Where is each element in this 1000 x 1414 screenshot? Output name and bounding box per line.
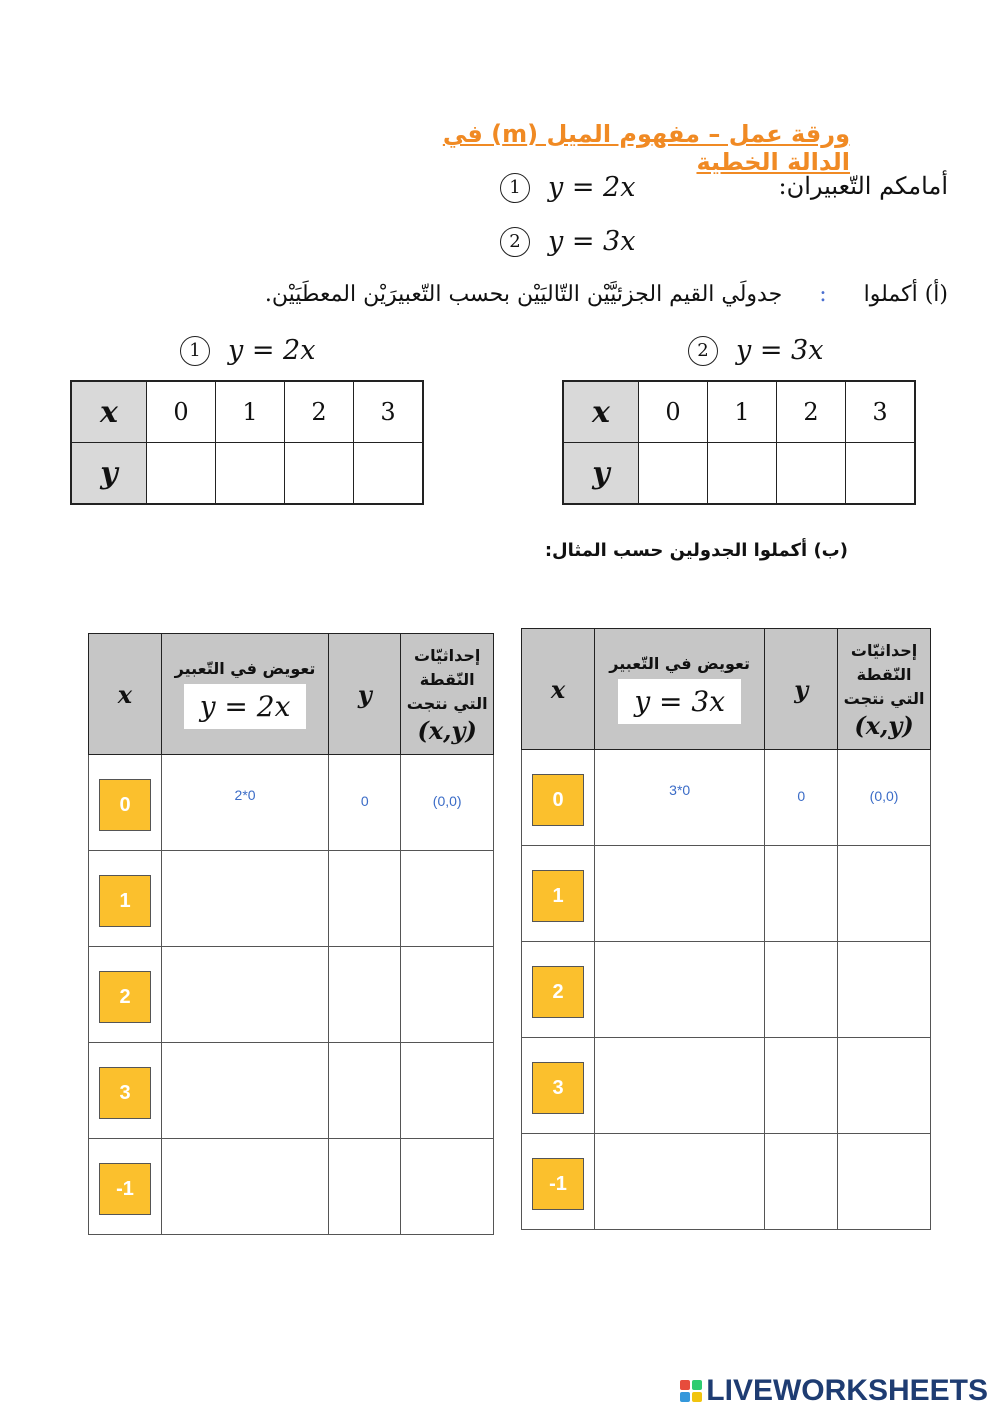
table-header-row (522, 629, 931, 750)
col-substitution-header (161, 634, 328, 755)
y-cell[interactable] (765, 942, 838, 1038)
table-row (522, 846, 931, 942)
caption-expression: y = 3x (736, 335, 824, 366)
part-a-instruction (265, 282, 948, 307)
point-cell[interactable] (401, 1043, 494, 1139)
logo-square (680, 1380, 690, 1390)
logo-square (692, 1380, 702, 1390)
col-y-header: y (329, 634, 401, 755)
point-cell[interactable] (401, 851, 494, 947)
point-cell[interactable] (838, 1038, 931, 1134)
expression-1 (500, 172, 635, 203)
point-cell[interactable] (838, 846, 931, 942)
col-x-header: x (522, 629, 595, 750)
y-cell[interactable] (329, 947, 401, 1043)
caption-expression: y = 2x (228, 335, 316, 366)
y-answer-cell[interactable] (354, 443, 424, 505)
table-row (71, 443, 423, 505)
coordinates-label: إحداثيّات النّقطة التي نتجت (406, 645, 488, 713)
x-value: 2 (285, 381, 354, 443)
y-header: y (563, 443, 639, 505)
substitution-table-left (88, 633, 494, 1235)
y-cell[interactable] (765, 1134, 838, 1230)
substitution-cell[interactable] (594, 846, 764, 942)
intro-label: أمامكم التّعبيران: (778, 172, 948, 200)
table-header-row (89, 634, 494, 755)
circled-number: 2 (688, 336, 718, 366)
table-row (522, 750, 931, 846)
substitution-cell[interactable] (161, 1043, 328, 1139)
y-answer-cell[interactable] (216, 443, 285, 505)
col-y-header: y (765, 629, 838, 750)
substitution-cell[interactable] (161, 851, 328, 947)
x-cell (89, 1139, 162, 1235)
point-cell[interactable] (838, 1134, 931, 1230)
table-row (71, 381, 423, 443)
point-cell[interactable] (838, 750, 931, 846)
x-cell (522, 1134, 595, 1230)
x-cell (522, 1038, 595, 1134)
table-row (89, 947, 494, 1043)
part-a-marker: (أ) (924, 282, 948, 307)
y-cell[interactable] (765, 846, 838, 942)
x-value-chip: 3 (99, 1067, 151, 1119)
x-cell (89, 947, 162, 1043)
substitution-cell[interactable] (594, 1038, 764, 1134)
table-row (89, 1043, 494, 1139)
part-a-text-end: جدولَي القيم الجزئيَّيْن التّاليَيْن بحسب التّعبيرَيْن المعطَيَيْن. (264, 282, 783, 307)
x-value-chip: 1 (532, 870, 584, 922)
y-answer-cell[interactable] (708, 443, 777, 505)
substitution-cell[interactable] (594, 942, 764, 1038)
x-value: 3 (846, 381, 916, 443)
table-row (89, 1139, 494, 1235)
point-cell-value: (0,0) (869, 788, 899, 804)
point-cell[interactable] (401, 755, 494, 851)
col-coordinates-header (401, 634, 494, 755)
y-answer-cell[interactable] (846, 443, 916, 505)
table-row (522, 942, 931, 1038)
x-header: x (71, 381, 147, 443)
y-answer-cell[interactable] (777, 443, 846, 505)
col-x-header: x (89, 634, 162, 755)
x-value-chip: 2 (99, 971, 151, 1023)
answer-blank[interactable]: : (819, 282, 827, 307)
x-value-chip: -1 (532, 1158, 584, 1210)
point-cell-value: (0,0) (432, 793, 462, 809)
small-table-right-caption (688, 335, 823, 366)
substitution-cell-value: 2*0 (234, 787, 256, 803)
circled-number: 2 (500, 227, 530, 257)
logo-square (692, 1392, 702, 1402)
y-answer-cell[interactable] (639, 443, 708, 505)
table-row (89, 755, 494, 851)
logo-text: LIVEWORKSHEETS (706, 1374, 988, 1407)
table-row (89, 851, 494, 947)
x-header: x (563, 381, 639, 443)
x-value-chip: 0 (99, 779, 151, 831)
substitution-label: تعويض في التّعبير (174, 659, 316, 678)
y-cell[interactable] (329, 755, 401, 851)
x-cell (89, 755, 162, 851)
logo-icon (680, 1380, 702, 1402)
point-cell[interactable] (401, 947, 494, 1043)
x-value: 1 (708, 381, 777, 443)
liveworksheets-logo (680, 1374, 988, 1408)
small-table-left-caption (180, 335, 315, 366)
expression-text: y = 3x (548, 226, 636, 257)
x-value: 0 (147, 381, 216, 443)
expression-2 (500, 226, 635, 257)
table-row (522, 1038, 931, 1134)
y-cell-value: 0 (360, 793, 369, 809)
table-row (522, 1134, 931, 1230)
values-table-left (70, 380, 424, 505)
x-value-chip: 1 (99, 875, 151, 927)
point-cell[interactable] (838, 942, 931, 1038)
coordinates-label: إحداثيّات النّقطة التي نتجت (843, 640, 925, 708)
x-value-chip: -1 (99, 1163, 151, 1215)
x-value-chip: 2 (532, 966, 584, 1018)
circled-number: 1 (180, 336, 210, 366)
substitution-label: تعويض في التّعبير (609, 654, 751, 673)
x-value: 0 (639, 381, 708, 443)
substitution-cell[interactable] (594, 1134, 764, 1230)
table-row (563, 381, 915, 443)
y-cell-value: 0 (797, 788, 806, 804)
values-table-right (562, 380, 916, 505)
y-header: y (71, 443, 147, 505)
y-cell[interactable] (765, 750, 838, 846)
substitution-cell-value: 3*0 (669, 782, 691, 798)
x-cell (89, 851, 162, 947)
x-value-chip: 3 (532, 1062, 584, 1114)
y-cell[interactable] (329, 851, 401, 947)
y-cell[interactable] (765, 1038, 838, 1134)
substitution-cell[interactable] (161, 755, 328, 851)
y-cell[interactable] (329, 1139, 401, 1235)
x-value: 3 (354, 381, 424, 443)
circled-number: 1 (500, 173, 530, 203)
substitution-cell[interactable] (594, 750, 764, 846)
col-substitution-header (594, 629, 764, 750)
point-cell[interactable] (401, 1139, 494, 1235)
y-cell[interactable] (329, 1043, 401, 1139)
y-answer-cell[interactable] (285, 443, 354, 505)
x-cell (522, 942, 595, 1038)
x-value: 2 (777, 381, 846, 443)
x-cell (522, 846, 595, 942)
substitution-table-right (521, 628, 931, 1230)
part-b-instruction: (ب) أكملوا الجدولين حسب المثال: (544, 540, 848, 561)
expression-text: y = 2x (548, 172, 636, 203)
substitution-cell[interactable] (161, 1139, 328, 1235)
x-value-chip: 0 (532, 774, 584, 826)
x-cell (89, 1043, 162, 1139)
coordinates-pair: (x,y) (417, 715, 477, 745)
logo-square (680, 1392, 690, 1402)
x-cell (522, 750, 595, 846)
substitution-expression: y = 3x (618, 679, 741, 724)
y-answer-cell[interactable] (147, 443, 216, 505)
coordinates-pair: (x,y) (854, 710, 914, 740)
substitution-cell[interactable] (161, 947, 328, 1043)
substitution-expression: y = 2x (184, 684, 307, 729)
x-value: 1 (216, 381, 285, 443)
table-row (563, 443, 915, 505)
col-coordinates-header (838, 629, 931, 750)
worksheet-title: ورقة عمل – مفهوم الميل (m) في الدالة الخطية (442, 120, 850, 176)
part-a-text-start: أكملوا (863, 282, 918, 307)
